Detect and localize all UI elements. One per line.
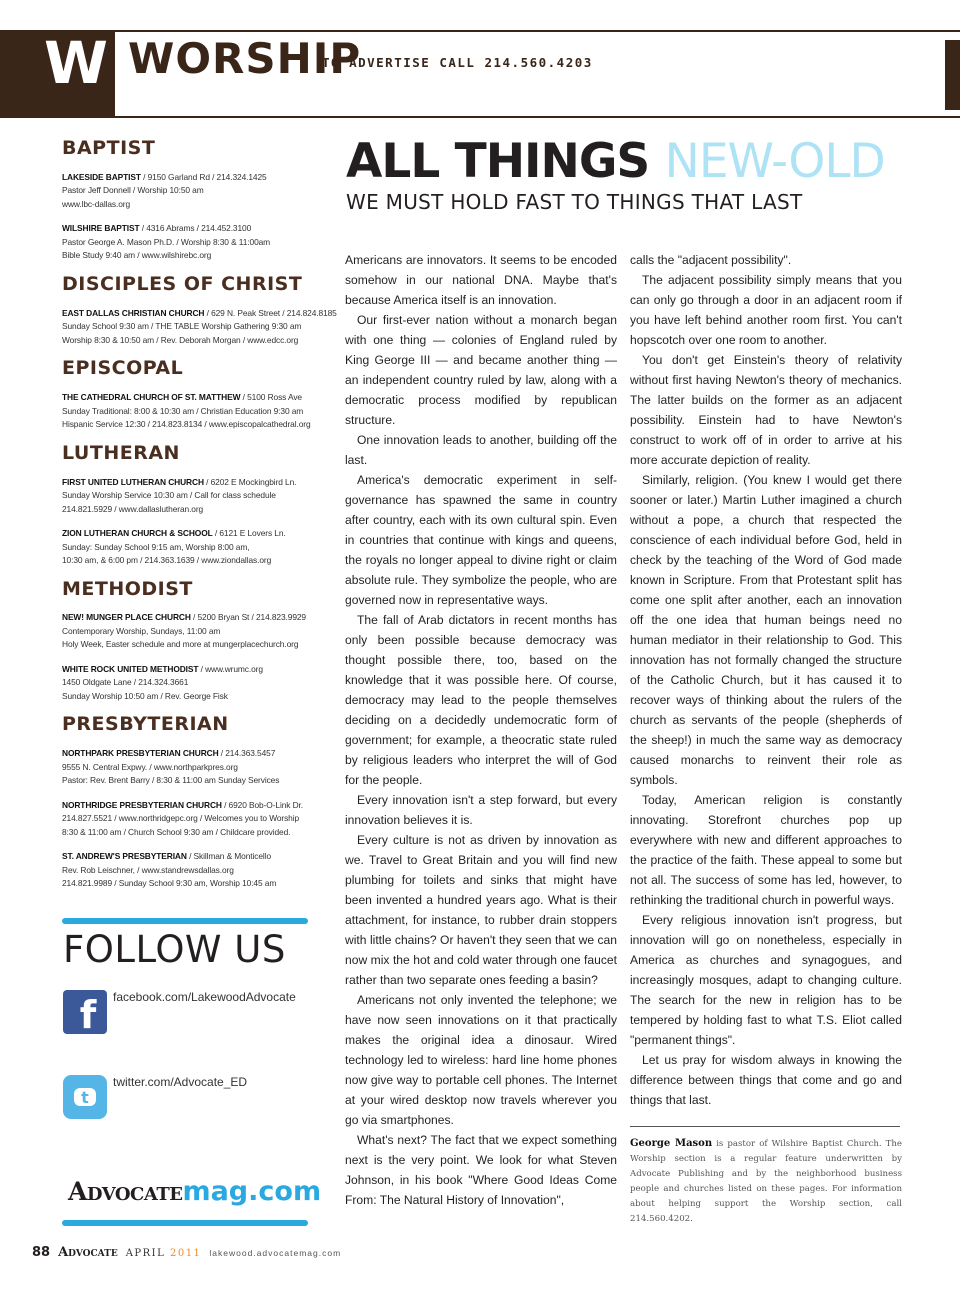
church-detail: Pastor Jeff Donnell / Worship 10:50 am xyxy=(62,185,204,196)
church-name: LAKESIDE BAPTIST xyxy=(62,171,141,182)
church-detail: / www.wrumc.org xyxy=(200,663,263,674)
denomination-section xyxy=(62,358,344,431)
church-detail: / 4316 Abrams / 214.452.3100 xyxy=(141,223,252,234)
article-paragraph: Today, American religion is constantly innovating. Storefront churches pop up everywhere with new and different approaches to the practice of the faith. These appeal to some but not all. The success of some has led, however, to rethinking the traditional church in powerful ways. xyxy=(630,793,902,907)
denomination-heading: EPISCOPAL xyxy=(62,357,184,380)
article-title-highlight: NEW-OLD xyxy=(664,134,885,189)
church-name: THE CATHEDRAL CHURCH OF ST. MATTHEW xyxy=(62,392,241,403)
church-detail: Worship 8:30 & 10:50 am / Rev. Deborah Morgan / www.edcc.org xyxy=(62,334,299,345)
church-first-line xyxy=(62,222,344,236)
twitter-row[interactable] xyxy=(63,1075,247,1119)
svg-text:t: t xyxy=(81,1088,89,1107)
article-paragraph: Let us pray for wisdom always in knowing the difference between things that come and go and things that last. xyxy=(630,1053,902,1107)
page-footer xyxy=(32,1245,341,1260)
bio-text: is pastor of Wilshire Baptist Church. The Worship section is a regular feature underwritten by Advocate Publishing and by the neighborhood business people and churches listed on these pages. For information about helping support the Worship section, call 214.560.4202. xyxy=(630,1139,903,1224)
church-first-line xyxy=(62,747,344,761)
article-paragraph: Similarly, religion. (You knew I would get there sooner or later.) Martin Luther imagined a church without a pope, a church that respected the conscience of each individual before God, held in check by the teaching of the Word of God made known in Scripture. From that Protestant split has come one split after another, each an innovation off the one idea that human beings need no human mediator in their relationship to God. This innovation has not formally changed the structure of the Catholic Church, but it has caused it to recover ways of thinking about the rulers of the church as servants of the people (shepherds of the sheep!) in much the same way as democracy caused monarchs to reinvent their role as symbols. xyxy=(630,473,902,787)
twitter-link[interactable]: twitter.com/Advocate_ED xyxy=(113,1075,248,1089)
article-title xyxy=(346,134,885,189)
article-paragraph: You don't get Einstein's theory of relativity without first having Newton's theory of mechanics. The latter builds on the former as an adjacent possibility. Einstein had to have Newton's construct to work off of in order to arrive at his more accurate depiction of reality. xyxy=(630,353,902,467)
article-paragraph: One innovation leads to another, building off the last. xyxy=(345,433,617,467)
denomination-section xyxy=(62,443,344,568)
follow-bar-top xyxy=(62,918,308,924)
article-column-1 xyxy=(345,250,617,1210)
church-detail: 214.821.5929 / www.dallaslutheran.org xyxy=(62,503,204,514)
church-detail: Sunday Traditional: 8:00 & 10:30 am / Christian Education 9:30 am xyxy=(62,405,304,416)
article-column-2 xyxy=(630,250,902,1110)
article-paragraph: America's democratic experiment in self-governance has spawned the same in country after country, each with its own cultural spin. Even in countries that continue with kings and queens, the royals no longer appeal to divine right or claim absolute rule. They symbolize the people, who are governed now in representative ways. xyxy=(345,473,617,607)
church-detail: Rev. Rob Leischner, / www.standrewsdallas.org xyxy=(62,864,234,875)
church-detail: Pastor George A. Mason Ph.D. / Worship 8:30 & 11:00am xyxy=(62,236,271,247)
church-detail: / 6121 E Lovers Ln. xyxy=(214,528,286,539)
church-listing xyxy=(62,850,344,891)
church-listing xyxy=(62,391,344,432)
article-title-main: ALL THINGS xyxy=(346,134,650,189)
article-paragraph: Americans are innovators. It seems to be encoded somehow in our national DNA. Maybe that's because America itself is an innovation. xyxy=(345,253,617,307)
church-first-line xyxy=(62,171,344,185)
article-paragraph: calls the "adjacent possibility". xyxy=(630,253,792,267)
advertise-line: TO ADVERTISE CALL 214.560.4203 xyxy=(322,55,593,70)
bio-name: George Mason xyxy=(630,1138,713,1149)
page-number: 88 xyxy=(32,1245,51,1260)
church-name: ZION LUTHERAN CHURCH & SCHOOL xyxy=(62,528,213,539)
church-listing xyxy=(62,747,344,788)
logo-part-mag: mag.com xyxy=(182,1176,322,1207)
church-name: WILSHIRE BAPTIST xyxy=(62,223,140,234)
church-detail: / 6202 E Mockingbird Ln. xyxy=(206,476,297,487)
denomination-heading: METHODIST xyxy=(62,577,193,600)
church-detail: 214.821.9989 / Sunday School 9:30 am, Worship 10:45 am xyxy=(62,878,277,889)
church-detail: Holy Week, Easter schedule and more at mungerplacechurch.org xyxy=(62,639,299,650)
church-first-line xyxy=(62,527,344,541)
church-name: EAST DALLAS CHRISTIAN CHURCH xyxy=(62,307,205,318)
article-paragraph: Every religious innovation isn't progress, but innovation will go on nonetheless, especially in America as churches and synagogues, and increasingly mosques, adapt to changing culture. The search for the new in religion has to be tempered by holding fast to what T.S. Eliot called "permanent things". xyxy=(630,913,902,1047)
church-detail: / 5200 Bryan St / 214.823.9929 xyxy=(193,612,306,623)
bio-rule xyxy=(630,1126,900,1127)
follow-bar-bottom xyxy=(62,1220,308,1226)
article-paragraph: The adjacent possibility simply means that you can only go through a door in an adjacent room if you have left behind another room first. You can't hopscotch over one room to another. xyxy=(630,273,902,347)
church-name: NORTHRIDGE PRESBYTERIAN CHURCH xyxy=(62,799,222,810)
church-detail: Bible Study 9:40 am / www.wilshirebc.org xyxy=(62,250,212,261)
church-listing xyxy=(62,663,344,704)
article-paragraph: Every innovation isn't a step forward, but every innovation believes it is. xyxy=(345,793,617,827)
facebook-row[interactable] xyxy=(63,990,296,1034)
church-detail: / 214.363.5457 xyxy=(220,748,276,759)
article-paragraph: Americans not only invented the telephone; we have now seen innovations on it that practically makes the original idea a dinosaur. Wired technology led to wireless: hard line home phones now give way to portable cell phones. The Internet at your wired desktop now travels wherever you go via smartphones. xyxy=(345,993,617,1127)
church-detail: / Skillman & Monticello xyxy=(189,851,272,862)
church-name: WHITE ROCK UNITED METHODIST xyxy=(62,663,199,674)
church-listing xyxy=(62,527,344,568)
header-rule-bottom xyxy=(115,116,960,118)
church-listing xyxy=(62,171,344,212)
denomination-section xyxy=(62,138,344,263)
church-listing xyxy=(62,222,344,263)
church-detail: Sunday Worship 10:50 am / Rev. George Fisk xyxy=(62,690,228,701)
church-detail: Sunday Worship Service 10:30 am / Call for class schedule xyxy=(62,490,276,501)
article-paragraph: Our first-ever nation without a monarch began with one thing — colonies of England ruled by King George III — and became another thing — an independent country ruled by law, along with a democratic process modified by republican structure. xyxy=(345,313,617,427)
church-first-line xyxy=(62,391,344,405)
footer-site: lakewood.advocatemag.com xyxy=(209,1248,342,1258)
section-letter: W xyxy=(44,29,108,97)
church-first-line xyxy=(62,307,344,321)
church-first-line xyxy=(62,476,344,490)
page-edge-tab xyxy=(945,40,960,110)
church-detail: Sunday: Sunday School 9:15 am, Worship 8:00 am, xyxy=(62,541,250,552)
church-first-line xyxy=(62,663,344,677)
article-paragraph: The fall of Arab dictators in recent months has only been possible because democracy was thought possible there, too, based on the knowledge that it was possible here. Of course, democracy may lead to the people themselves deciding on a decidedly undemocratic form of government; for example, a theocratic state ruled by religious leaders who interpret the will of God for the people. xyxy=(345,613,617,787)
denomination-heading: DISCIPLES OF CHRIST xyxy=(62,272,303,295)
follow-title: FOLLOW US xyxy=(63,928,286,971)
denomination-section xyxy=(62,714,344,890)
header-rule-top xyxy=(115,30,960,32)
footer-date: APRIL 2011 xyxy=(125,1248,202,1259)
church-detail: / 6920 Bob-O-Link Dr. xyxy=(224,799,303,810)
church-detail: Contemporary Worship, Sundays, 11:00 am xyxy=(62,625,221,636)
denomination-section xyxy=(62,579,344,704)
church-name: FIRST UNITED LUTHERAN CHURCH xyxy=(62,476,204,487)
church-detail: / 5100 Ross Ave xyxy=(242,392,302,403)
church-name: ST. ANDREW'S PRESBYTERIAN xyxy=(62,851,187,862)
church-first-line xyxy=(62,799,344,813)
denomination-section xyxy=(62,274,344,347)
church-detail: 1450 Oldgate Lane / 214.324.3661 xyxy=(62,677,189,688)
church-detail: Hispanic Service 12:30 / 214.823.8134 / www.episcopalcathedral.org xyxy=(62,419,311,430)
twitter-icon[interactable] xyxy=(63,1075,107,1119)
section-title: WORSHIP xyxy=(128,34,362,83)
church-detail: 214.827.5521 / www.northridgepc.org / Welcomes you to Worship xyxy=(62,813,300,824)
church-detail: / 9150 Garland Rd / 214.324.1425 xyxy=(143,171,267,182)
church-first-line xyxy=(62,850,344,864)
church-directory xyxy=(62,138,344,902)
church-listing xyxy=(62,307,344,348)
church-detail: 8:30 & 11:00 am / Church School 9:30 am / Childcare provided. xyxy=(62,826,291,837)
church-detail: www.lbc-dallas.org xyxy=(62,198,131,209)
logo-part-advocate: Advocate xyxy=(68,1177,183,1206)
footer-magazine: Advocate xyxy=(58,1245,118,1260)
facebook-link[interactable]: facebook.com/LakewoodAdvocate xyxy=(113,990,296,1004)
church-detail: Sunday School 9:30 am / THE TABLE Worship Gathering 9:30 am xyxy=(62,321,302,332)
church-listing xyxy=(62,799,344,840)
church-first-line xyxy=(62,611,344,625)
church-detail: 9555 N. Central Expwy. / www.northparkpres.org xyxy=(62,761,238,772)
denomination-heading: PRESBYTERIAN xyxy=(62,713,229,736)
article-paragraph: What's next? The fact that we expect something next is the very point. We look for what Steven Johnson, in his book "Where Good Ideas Come From: The Natural History of Innovation", xyxy=(345,1133,617,1207)
church-detail: / 629 N. Peak Street / 214.824.8185 xyxy=(206,307,337,318)
denomination-heading: LUTHERAN xyxy=(62,441,180,464)
church-listing xyxy=(62,611,344,652)
author-bio xyxy=(630,1136,902,1227)
facebook-icon[interactable]: f xyxy=(63,990,107,1034)
denomination-heading: BAPTIST xyxy=(62,137,156,159)
article-subtitle: WE MUST HOLD FAST TO THINGS THAT LAST xyxy=(346,190,803,214)
church-detail: Pastor: Rev. Brent Barry / 8:30 & 11:00 am Sunday Services xyxy=(62,775,280,786)
advocatemag-logo[interactable] xyxy=(68,1176,321,1207)
church-listing xyxy=(62,476,344,517)
article-paragraph: Every culture is not as driven by innovation as we. Travel to Great Britain and you will find new plumbing for toilets and sinks that might have been invented a hundred years ago. What is their attachment, for instance, to rubber drain stoppers with little chains? Or haven't they seen that we can now mix the hot and cold water through one faucet rather than two separate ones feeding a basin? xyxy=(345,833,617,987)
church-detail: 10:30 am, & 6:00 pm / 214.363.1639 / www.ziondallas.org xyxy=(62,555,272,566)
church-name: NORTHPARK PRESBYTERIAN CHURCH xyxy=(62,748,219,759)
church-name: NEW! MUNGER PLACE CHURCH xyxy=(62,612,191,623)
